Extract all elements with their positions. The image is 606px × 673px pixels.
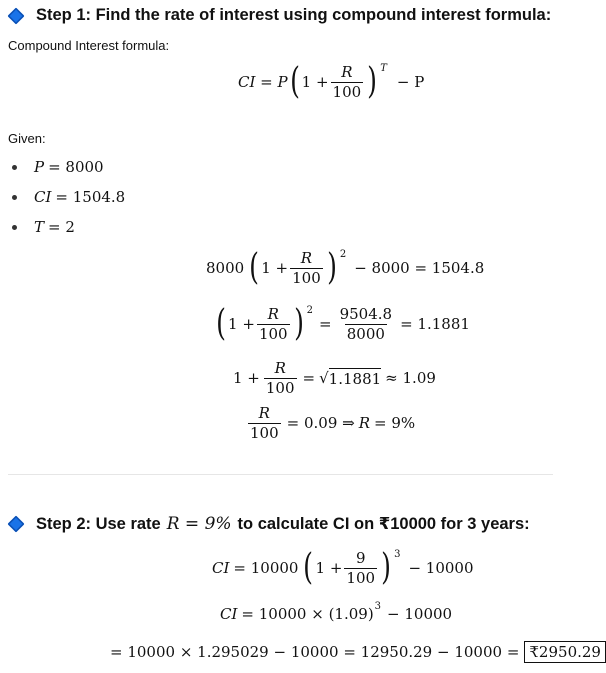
step1-equation-3 bbox=[233, 360, 436, 396]
fraction-denominator: 100 bbox=[265, 378, 295, 397]
fraction-denominator: 100 bbox=[292, 268, 321, 287]
given-var: T bbox=[34, 218, 45, 236]
formula-fraction bbox=[331, 64, 364, 100]
step1-equation-4 bbox=[246, 405, 415, 441]
eq-tail: − 10000 bbox=[387, 605, 453, 623]
step2-equation-3 bbox=[110, 641, 606, 663]
eq-one-plus: 1 + bbox=[315, 559, 343, 577]
step2-heading-pre: Step 2: Use rate bbox=[36, 514, 161, 533]
bullet-icon bbox=[12, 225, 17, 230]
given-item bbox=[12, 188, 125, 206]
eq-equals: = bbox=[302, 369, 316, 387]
eq-fraction-2 bbox=[338, 306, 395, 342]
eq-exponent: 3 bbox=[374, 600, 382, 612]
given-var: P bbox=[34, 158, 45, 176]
eq-rest: = 10000 × (1.09) bbox=[241, 605, 374, 623]
eq-fraction bbox=[248, 405, 281, 441]
paren-right: ) bbox=[381, 547, 391, 588]
fraction-denominator: 8000 bbox=[346, 324, 385, 343]
given-item bbox=[12, 158, 104, 176]
paren-right: ) bbox=[293, 303, 304, 344]
formula-tail: − P bbox=[396, 73, 425, 91]
step2-heading-post: to calculate CI on ₹10000 for 3 years: bbox=[237, 515, 530, 533]
fraction-numerator: R bbox=[274, 359, 286, 377]
eq-fraction bbox=[344, 550, 377, 586]
eq-fraction bbox=[257, 306, 290, 342]
eq-exponent: 2 bbox=[339, 248, 347, 260]
step2-heading bbox=[6, 514, 530, 534]
eq-lead: 1 + bbox=[233, 369, 260, 387]
formula-lhs: CI = P bbox=[238, 73, 288, 91]
eq-tail: ≈ 1.09 bbox=[385, 369, 436, 387]
step2-equation-2 bbox=[220, 600, 453, 623]
eq-one-plus: 1 + bbox=[261, 259, 289, 277]
bullet-icon bbox=[12, 165, 17, 170]
given-var: CI bbox=[34, 188, 52, 206]
eq-tail: = 1.1881 bbox=[400, 315, 470, 333]
diamond-icon bbox=[8, 7, 25, 24]
eq-tail: − 10000 bbox=[408, 559, 474, 577]
step1-equation-2 bbox=[214, 303, 470, 344]
eq-middle: = 0.09 ⇒ bbox=[286, 414, 355, 432]
paren-left: ( bbox=[289, 61, 300, 102]
fraction-denominator: 100 bbox=[332, 82, 362, 101]
eq-var: R bbox=[358, 414, 371, 432]
fraction-denominator: 100 bbox=[346, 568, 376, 587]
given-value: = 1504.8 bbox=[55, 188, 126, 206]
answer-box: ₹2950.29 bbox=[524, 641, 606, 663]
given-value: = 8000 bbox=[48, 158, 104, 176]
diamond-icon bbox=[8, 516, 25, 533]
eq-tail: = 9% bbox=[374, 414, 416, 432]
eq-lhs: CI bbox=[220, 605, 238, 623]
step1-heading bbox=[6, 6, 551, 25]
ci-formula bbox=[238, 61, 425, 102]
given-label: Given: bbox=[8, 131, 46, 146]
paren-right: ) bbox=[326, 247, 337, 288]
eq-one-plus: 1 + bbox=[228, 315, 255, 333]
given-value: = 2 bbox=[48, 218, 75, 236]
section-divider bbox=[8, 474, 553, 475]
fraction-numerator: 9504.8 bbox=[339, 305, 393, 323]
eq-lead: 8000 bbox=[206, 259, 245, 277]
paren-left: ( bbox=[216, 303, 226, 344]
paren-left: ( bbox=[303, 547, 314, 588]
fraction-numerator: 9 bbox=[355, 549, 366, 567]
sqrt-symbol: √ bbox=[319, 369, 329, 387]
step1-equation-1 bbox=[206, 247, 485, 288]
eq-lhs: CI bbox=[212, 559, 230, 577]
formula-exponent: T bbox=[380, 62, 387, 74]
formula-one-plus: 1 + bbox=[301, 73, 329, 91]
fraction-denominator: 100 bbox=[258, 324, 288, 343]
paren-left: ( bbox=[249, 247, 260, 288]
eq-equals: = 10000 bbox=[233, 559, 299, 577]
eq-text: = 10000 × 1.295029 − 10000 = 12950.29 − 10000 = bbox=[110, 643, 520, 661]
eq-tail: − 8000 = 1504.8 bbox=[354, 259, 485, 277]
fraction-numerator: R bbox=[341, 63, 353, 81]
given-item bbox=[12, 218, 75, 236]
eq-exponent: 3 bbox=[394, 548, 401, 560]
bullet-icon bbox=[12, 195, 17, 200]
fraction-numerator: R bbox=[258, 404, 270, 422]
fraction-numerator: R bbox=[300, 249, 313, 267]
fraction-numerator: R bbox=[267, 305, 279, 323]
step1-heading-text: Step 1: Find the rate of interest using compound interest formula: bbox=[36, 6, 552, 24]
eq-exponent: 2 bbox=[306, 304, 313, 316]
eq-equals: = bbox=[319, 315, 332, 333]
sqrt-radicand: 1.1881 bbox=[328, 370, 382, 388]
paren-right: ) bbox=[367, 61, 378, 102]
eq-fraction bbox=[264, 360, 297, 396]
ci-formula-label: Compound Interest formula: bbox=[8, 38, 170, 53]
fraction-denominator: 100 bbox=[250, 423, 279, 442]
eq-fraction bbox=[290, 250, 323, 286]
step2-heading-math: R = 9% bbox=[166, 514, 232, 534]
step2-equation-1 bbox=[212, 547, 474, 588]
